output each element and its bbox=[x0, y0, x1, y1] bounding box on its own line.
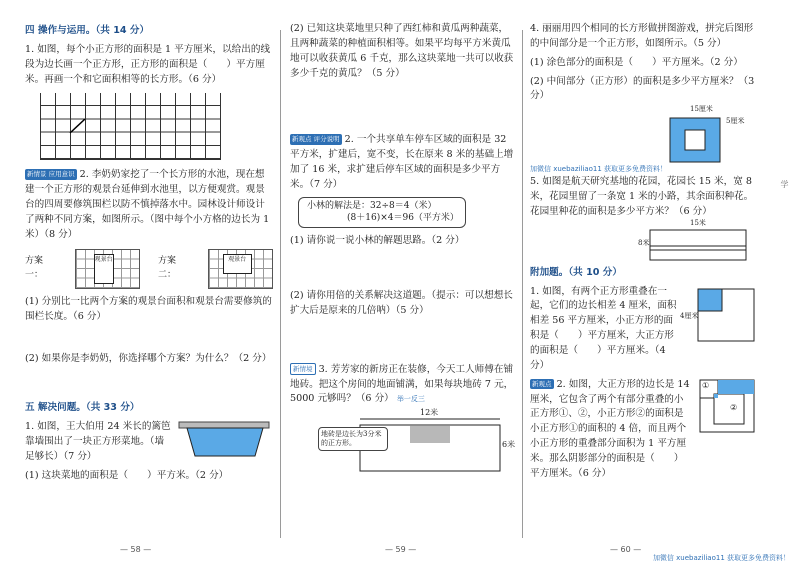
column-left bbox=[25, 22, 273, 488]
frame-figure-block bbox=[530, 105, 760, 164]
question-body: 2. 李奶奶家挖了一个长方形的水池，现在想建一个正方形的观景台延伸到水池里，以方便观赏。观景台的四周要修筑围栏以防不慎掉落水中。园林设计师设计了两种不同方案，如图所示。（图中每个小方格的边长为 1 米）（8 分） bbox=[25, 169, 270, 240]
dimension-label: 5厘米 bbox=[726, 117, 745, 126]
link-text[interactable]: 举一反三 bbox=[396, 395, 425, 404]
square-label: ① bbox=[702, 380, 710, 390]
watermark: 加微信 xuebaziliao11 获取更多免费资料！ bbox=[652, 554, 790, 563]
plan-platform: 观景台 bbox=[223, 254, 252, 274]
question-text: 1. 如图，王大伯用 24 米长的篱笆靠墙围出了一块正方形菜地。（墙足够长）（7 分） bbox=[25, 421, 171, 462]
column-middle bbox=[290, 22, 516, 475]
question-text: 5. 如图是航天研究基地的花园，花园长 15 米，宽 8 米，花园里留了一条宽 1 米的小路，其余面积种花。花园里种花的面积是多少平方米？（6 分） bbox=[530, 176, 754, 217]
note-line: (8＋16)×4＝96（平方米） bbox=[347, 213, 459, 224]
sub-question: (2) 中间部分（正方形）的面积是多少平方厘米？（3 分） bbox=[530, 75, 755, 102]
plan-label: 方案一： bbox=[25, 255, 44, 280]
sub-question: (1) 涂色部分的面积是（ ）平方厘米。（2 分） bbox=[530, 56, 743, 68]
section-title: 四 操作与运用。（共 14 分） bbox=[25, 25, 150, 36]
question-block bbox=[25, 420, 273, 465]
question-body: 3. 芳芳家的新房正在装修，今天工人师傅在铺地砖。把这个房间的地面铺满，如果每块地砖 7 元，5000 元够吗？（6 分） bbox=[290, 363, 514, 405]
question-text bbox=[290, 133, 516, 192]
question-tag: 新情境 bbox=[290, 363, 316, 375]
sub-question: (1) 分别比一比两个方案的观景台面积和观景台需要修筑的围栏长度。（6 分） bbox=[25, 295, 272, 322]
overlap-squares-figure bbox=[688, 285, 758, 345]
section-title: 五 解决问题。（共 33 分） bbox=[25, 402, 140, 414]
note-line: 小林的解法是：32÷8＝4（米） bbox=[307, 200, 437, 211]
given-segment bbox=[40, 93, 220, 159]
floor-figure bbox=[290, 408, 516, 475]
sub-question: (1) 请你说一说小林的解题思路。（2 分） bbox=[290, 235, 465, 247]
sub-question: (2) 已知这块菜地里只种了西红柿和黄瓜两种蔬菜，且两种蔬菜的种植面积相等。如果平均每平方米黄瓜地可以收获黄瓜 6 千克，那么这块菜地一共可以收获多少千克的黄瓜？（5 分） bbox=[290, 23, 514, 79]
question-text bbox=[530, 378, 690, 482]
plan-one-grid bbox=[75, 249, 140, 289]
sub-question: (2) 如果你是李奶奶，你选择哪个方案？为什么？（2 分） bbox=[25, 353, 272, 365]
section-title: 附加题。（共 10 分） bbox=[530, 266, 622, 278]
floor-length-label: 12米 bbox=[420, 408, 439, 418]
question-text bbox=[25, 168, 273, 242]
question-tag: 新观点 bbox=[532, 379, 552, 388]
solution-note bbox=[298, 197, 466, 228]
fence-garden-figure bbox=[177, 420, 273, 462]
column-right bbox=[530, 22, 760, 486]
sub-question: (1) 这块菜地的面积是（ ）平方米。（2 分） bbox=[25, 469, 229, 481]
plan-two-grid bbox=[208, 249, 273, 289]
page-number: — 60 — bbox=[610, 544, 642, 554]
speech-bubble: 地砖是边长为3分米的正方形。 bbox=[318, 427, 388, 451]
garden-figure-block bbox=[530, 218, 760, 264]
square-grid bbox=[40, 93, 221, 160]
question-block bbox=[530, 285, 760, 374]
question-text bbox=[290, 363, 516, 408]
watermark: 加微信 xuebaziliao11 获取更多免费资料！ bbox=[530, 165, 668, 174]
side-mark: 学 bbox=[780, 180, 789, 188]
dimension-label: 8米 bbox=[638, 238, 650, 247]
question-tag: 新观点 评分说明 bbox=[292, 135, 340, 144]
dimension-label: 15厘米 bbox=[690, 105, 713, 114]
plan-label: 方案二： bbox=[158, 255, 177, 280]
page-number: — 58 — bbox=[120, 544, 152, 554]
question-body: 2. 一个共享单车停车区域的面积是 32 平方米，扩建后，宽不变，长在原来 8 米的基础上增加了 16 米，求扩建后停车区域的面积是多少平方米。（7 分） bbox=[290, 134, 514, 191]
question-text: 1. 如图，有两个正方形重叠在一起，它们的边长相差 4 厘米，面积相差 56 平方厘米，小正方形的面积是（ ）平方厘米，大正方形的面积是（ ）平方厘米。（4 分） bbox=[530, 285, 677, 371]
question-tag: 新情景 应用意识 bbox=[27, 170, 75, 179]
dimension-label: 4厘米 bbox=[680, 311, 699, 320]
question-text: 1. 如图，每个小正方形的面积是 1 平方厘米，以给出的线段为边长画一个正方形，正方形的面积是（ ）平方厘米。再画一个和它面积相等的长方形。（6 分） bbox=[25, 43, 271, 85]
garden-figure bbox=[640, 224, 750, 264]
plan-figures bbox=[25, 249, 273, 289]
dimension-label: 15米 bbox=[690, 218, 706, 227]
question-body: 2. 如图，大正方形的边长是 14 厘米，它包含了两个有部分重叠的小正方形①、②，小正方形②的面积是小正方形①的面积的 4 倍，而且两个小正方形的重叠部分面积为 1 平方厘米。那么阴影部分的面积是（ ）平方厘米。（6 分） bbox=[530, 378, 690, 479]
plan-platform: 观景台 bbox=[94, 254, 114, 284]
floor-width-label: 6米 bbox=[502, 440, 516, 450]
sub-question: (2) 请你用倍的关系解决这道题。（提示：可以想想长扩大后是原来的几倍呐）（5 分） bbox=[290, 289, 513, 316]
square-label: ② bbox=[730, 402, 738, 412]
column-divider bbox=[280, 30, 281, 538]
page-number: — 59 — bbox=[385, 544, 417, 554]
question-text: 4. 丽丽用四个相同的长方形做拼图游戏，拼完后图形的中间部分是一个正方形，如图所示。（5 分） bbox=[530, 23, 754, 49]
question-block bbox=[530, 378, 760, 482]
column-divider bbox=[522, 30, 523, 538]
